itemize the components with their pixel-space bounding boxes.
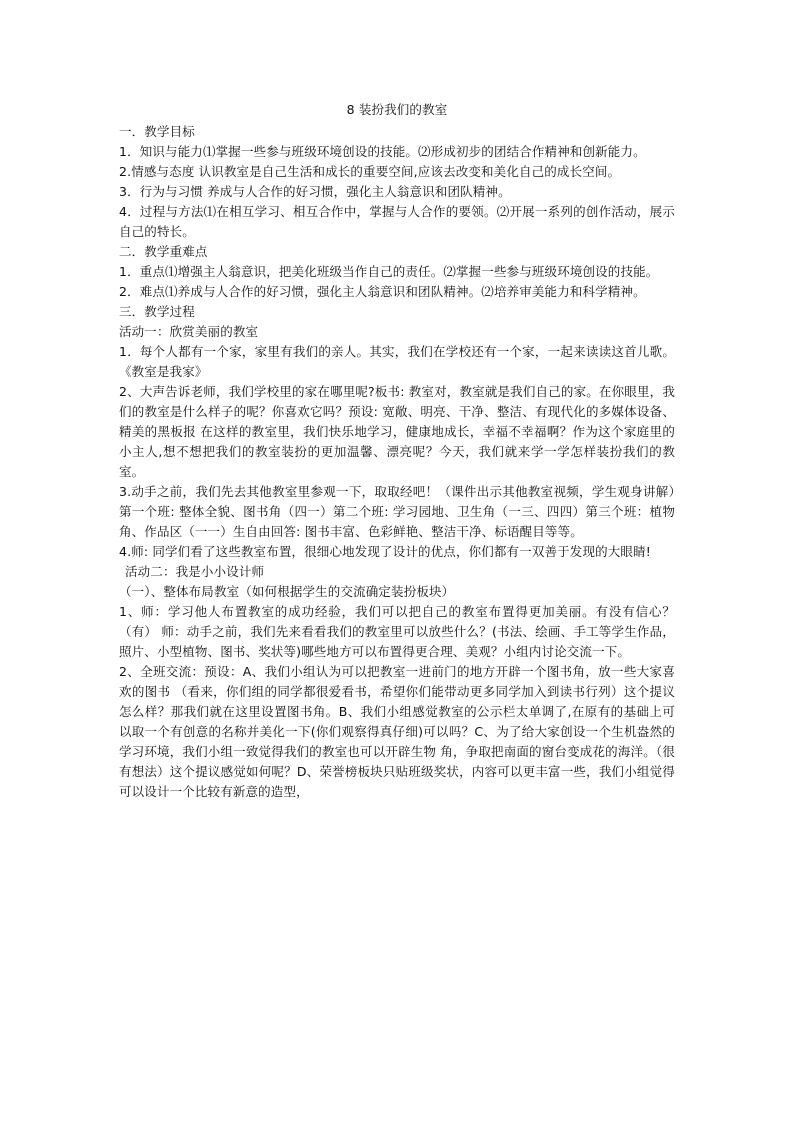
goal-knowledge-ability: 1．知识与能力⑴掌握一些参与班级环境创设的技能。⑵形成初步的团结合作精神和创新能力。 [119,144,646,159]
document-body [119,122,675,802]
goal-emotion-attitude: 2.情感与态度 认识教室是自己生活和成长的重要空间,应该去改变和美化自己的成长空间。 [119,164,621,179]
heading-key-difficult-points: 二．教学重难点 [119,244,208,259]
document-page [119,100,675,802]
goal-behavior-habit: 3．行为与习惯 养成与人合作的好习惯，强化主人翁意识和团队精神。 [119,184,511,199]
key-points: 1．重点⑴增强主人翁意识，把美化班级当作自己的责任。⑵掌握一些参与班级环境创设的技能。 [119,264,659,279]
activity-one-title: 活动一：欣赏美丽的教室 [119,324,259,339]
difficult-points: 2．难点⑴养成与人合作的好习惯，强化主人翁意识和团队精神。⑵培养审美能力和科学精神。 [119,284,646,299]
activity-one-step-3: 3.动手之前，我们先去其他教室里参观一下，取取经吧！（课件出示其他教室视频，学生观身讲解）第一个班: 整体全貌、图书角（四一）第二个班: 学习园地、卫生角（一三、四四）第三个班：植物角、作品区（一一）生自由回答: 图书丰富、色彩鲜艳、整洁干净、标语醒目等等。 [119,484,675,539]
activity-two-step-1: 1、师：学习他人布置教室的成功经验，我们可以把自己的教室布置得更加美丽。有没有信心？（有） 师：动手之前，我们先来看看我们的教室里可以放些什么？(书法、绘画、手工等学生作品，照片、小型植物、图书、奖状等)哪些地方可以布置得更合理、美观？小组内讨论交流一下。 [119,604,675,659]
activity-two-section-one: （一）、整体布局教室（如何根据学生的交流确定装扮板块） [119,584,455,599]
heading-teaching-goals: 一．教学目标 [119,124,195,139]
activity-one-step-2: 2、大声告诉老师，我们学校里的家在哪里呢?板书: 教室对，教室就是我们自己的家。在你眼里，我们的教室是什么样子的呢？你喜欢它吗？预设: 宽敞、明亮、干净、整洁、有现代化的多媒体设备、精美的黑板报 在这样的教室里，我们快乐地学习，健康地成长，幸福不幸福啊？作为这个家庭里的小主人,想不想把我们的教室装扮的更加温馨、漂亮呢？今天，我们就来学一学怎样装扮我们的教室。 [119,384,675,479]
goal-process-method: 4．过程与方法⑴在相互学习、相互合作中，掌握与人合作的要领。⑵开展一系列的创作活动，展示自己的特长。 [119,204,675,239]
activity-one-step-4: 4.师: 同学们看了这些教室布置，很细心地发现了设计的优点，你们都有一双善于发现的大眼睛! [119,544,651,559]
heading-teaching-process: 三．教学过程 [119,304,195,319]
document-title: 8 装扮我们的教室 [346,102,448,117]
activity-two-step-2: 2、全班交流：预设：A、我们小组认为可以把教室一进前门的地方开辟一个图书角，放一些大家喜欢的图书 （看来，你们组的同学都很爱看书，希望你们能带动更多同学加入到读书行列）这个提议怎么样？那我们就在这里设置图书角。B、我们小组感觉教室的公示栏太单调了,在原有的基础上可以取一个有创意的名称并美化一下(你们观察得真仔细)可以吗？C、为了给大家创设一个生机盎然的学习环境，我们小组一致觉得我们的教室也可以开辟生物 角，争取把南面的窗台变成花的海洋。（很有想法）这个提议感觉如何呢？D、荣誉榜板块只贴班级奖状，内容可以更丰富一些，我们小组觉得可以设计一个比较有新意的造型， [119,664,675,799]
activity-two-title: 活动二：我是小小设计师 [125,564,265,579]
activity-one-step-1: 1．每个人都有一个家，家里有我们的亲人。其实，我们在学校还有一个家，一起来读读这首儿歌。《教室是我家》 [119,344,675,379]
